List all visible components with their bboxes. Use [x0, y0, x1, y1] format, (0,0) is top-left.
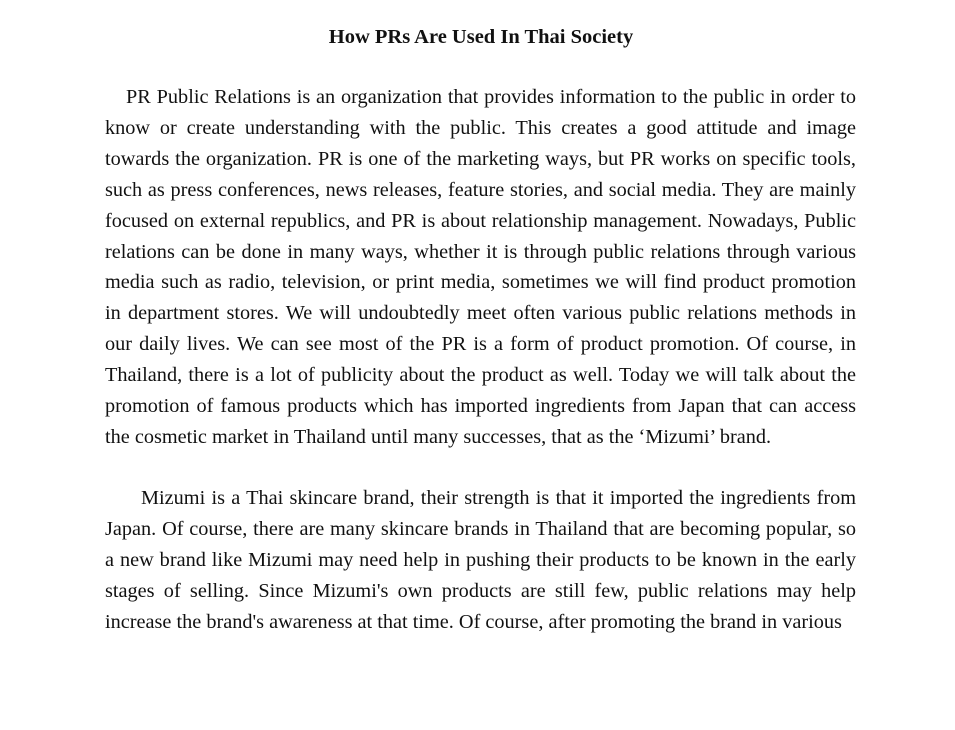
- paragraph-pr-definition: PR Public Relations is an organization that provides information to the public in order to know or create understanding with the public. This creates a good attitude and image towards the organization. PR is one of the marketing ways, but PR works on specific tools, such as press conferences, news releases, feature stories, and social media. They are mainly focused on external republics, and PR is about relationship management. Nowadays, Public relations can be done in many ways, whether it is through public relations through various media such as radio, television, or print media, sometimes we will find product promotion in department stores. We will undoubtedly meet often various public relations methods in our daily lives. We can see most of the PR is a form of product promotion. Of course, in Thailand, there is a lot of publicity about the product as well. Today we will talk about the promotion of famous products which has imported ingredients from Japan that can access the cosmetic market in Thailand until many successes, that as the ‘Mizumi’ brand.: [105, 86, 856, 448]
- paragraph-mizumi-brand: Mizumi is a Thai skincare brand, their strength is that it imported the ingredients from Japan. Of course, there are many skincare brands in Thailand that are becoming popular, so a new brand like Mizumi may need help in pushing their products to be known in the early stages of selling. Since Mizumi's own products are still few, public relations may help increase the brand's awareness at that time. Of course, after promoting the brand in various: [105, 487, 856, 633]
- document-title: How PRs Are Used In Thai Society: [328, 26, 634, 48]
- document-body: [105, 82, 856, 638]
